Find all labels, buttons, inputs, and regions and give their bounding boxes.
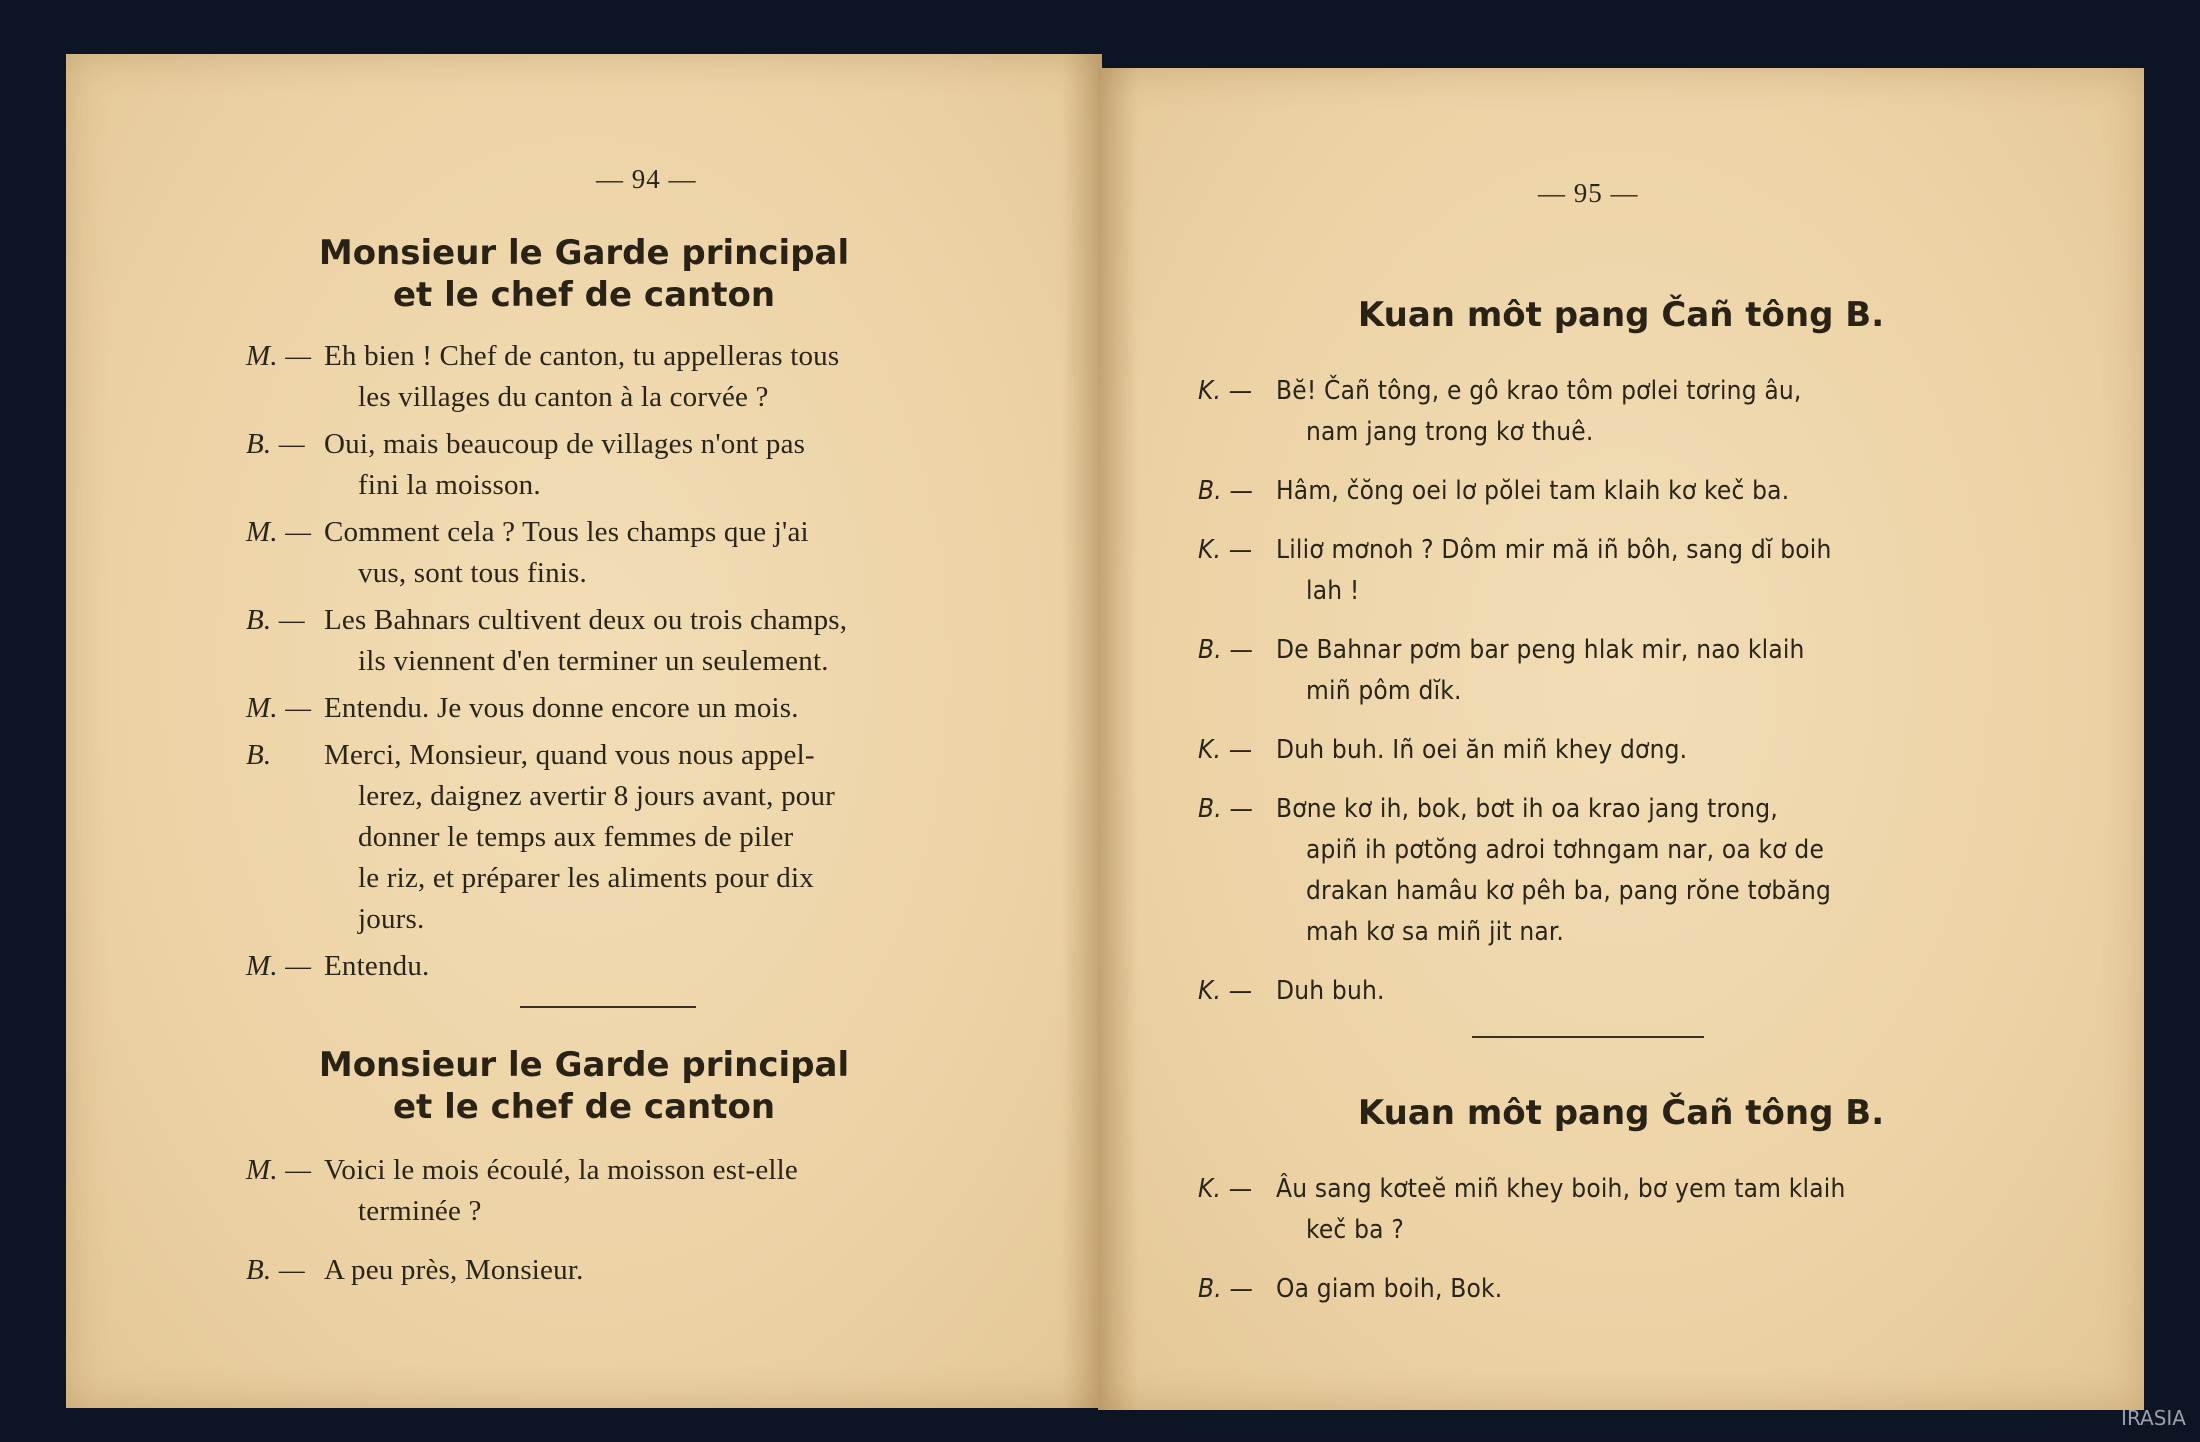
dialog-line bbox=[1198, 1268, 1502, 1310]
dialog-line bbox=[1306, 1209, 1404, 1251]
dialog-text: Bơne kơ ih, bok, bơt ih oa krao jang trong, bbox=[1276, 794, 1778, 824]
speaker-label: B. bbox=[246, 739, 272, 771]
dialog-text: Duh buh. bbox=[1276, 976, 1385, 1006]
page-number-95: — 95 — bbox=[1538, 178, 1639, 208]
right-section1-title: Kuan môt pang Čañ tông B. bbox=[1357, 295, 1885, 335]
dialog-line bbox=[246, 1150, 798, 1191]
dialog-line bbox=[246, 600, 847, 641]
dialog-text: Hâm, čŏng oei lơ pŏlei tam klaih kơ keč ba. bbox=[1276, 476, 1790, 506]
dialog-line bbox=[1198, 788, 1778, 830]
dialog-text: terminée ? bbox=[358, 1195, 482, 1227]
speaker-label: K. — bbox=[1198, 1174, 1253, 1204]
dialog-text: vus, sont tous finis. bbox=[358, 557, 587, 589]
dialog-text: apiñ ih pơtŏng adroi tơhngam nar, oa kơ de bbox=[1306, 835, 1825, 865]
dialog-line bbox=[1306, 870, 1831, 912]
dialog-text: Comment cela ? Tous les champs que j'ai bbox=[324, 516, 809, 548]
dialog-text: De Bahnar pơm bar peng hlak mir, nao klaih bbox=[1276, 635, 1805, 665]
dialog-line bbox=[1198, 370, 1802, 412]
right-section2-title: Kuan môt pang Čañ tông B. bbox=[1357, 1093, 1885, 1133]
dialog-text: lah ! bbox=[1306, 576, 1360, 606]
speaker-label: B. — bbox=[246, 1254, 305, 1286]
dialog-line bbox=[1306, 670, 1462, 712]
right-divider bbox=[1472, 1036, 1704, 1038]
page-number-94: — 94 — bbox=[596, 164, 697, 194]
dialog-text: le riz, et préparer les aliments pour dix bbox=[358, 862, 814, 894]
dialog-line bbox=[358, 553, 587, 594]
dialog-line bbox=[358, 817, 793, 858]
speaker-label: M. — bbox=[246, 516, 312, 548]
dialog-line bbox=[358, 377, 769, 418]
dialog-text: mah kơ sa miñ jit nar. bbox=[1306, 917, 1564, 947]
watermark-irasia: IRASIA bbox=[2121, 1406, 2186, 1430]
dialog-text: Âu sang kơteĕ miñ khey boih, bơ yem tam klaih bbox=[1276, 1174, 1846, 1204]
left-section2-title bbox=[66, 1044, 1102, 1128]
speaker-label: B. — bbox=[1198, 635, 1254, 665]
speaker-label: K. — bbox=[1198, 376, 1253, 406]
dialog-line bbox=[358, 465, 541, 506]
left-divider bbox=[520, 1006, 696, 1008]
speaker-label: M. — bbox=[246, 1154, 312, 1186]
left-section2-title-line2: et le chef de canton bbox=[392, 1087, 776, 1127]
right-page bbox=[1098, 68, 2144, 1410]
speaker-label: B. — bbox=[246, 428, 305, 460]
speaker-label: B. — bbox=[246, 604, 305, 636]
dialog-line bbox=[1198, 1168, 1846, 1210]
dialog-text: nam jang trong kơ thuê. bbox=[1306, 417, 1594, 447]
dialog-text: Bĕ! Čañ tông, e gô krao tôm pơlei tơring âu, bbox=[1276, 376, 1802, 406]
dialog-line bbox=[246, 688, 799, 729]
dialog-text: lerez, daignez avertir 8 jours avant, pour bbox=[358, 780, 836, 812]
dialog-text: ils viennent d'en terminer un seulement. bbox=[358, 645, 829, 677]
dialog-line bbox=[1198, 729, 1687, 771]
dialog-text: donner le temps aux femmes de piler bbox=[358, 821, 794, 853]
dialog-text: Liliơ mơnoh ? Dôm mir mă iñ bôh, sang dĭ boih bbox=[1276, 535, 1832, 565]
dialog-line bbox=[246, 946, 430, 987]
dialog-line bbox=[358, 641, 829, 682]
dialog-text: Oa giam boih, Bok. bbox=[1276, 1274, 1503, 1304]
dialog-line bbox=[1306, 829, 1824, 871]
dialog-text: Duh buh. Iñ oei ăn miñ khey dơng. bbox=[1276, 735, 1688, 765]
dialog-line bbox=[246, 336, 839, 377]
dialog-text: Eh bien ! Chef de canton, tu appelleras tous bbox=[324, 340, 840, 372]
left-section2-title-line1: Monsieur le Garde principal bbox=[318, 1045, 850, 1085]
dialog-text: fini la moisson. bbox=[358, 469, 541, 501]
dialog-text: Merci, Monsieur, quand vous nous appel- bbox=[324, 739, 815, 771]
dialog-text: Entendu. bbox=[324, 950, 430, 982]
dialog-line bbox=[246, 424, 805, 465]
dialog-line bbox=[246, 1250, 584, 1291]
dialog-text: A peu près, Monsieur. bbox=[324, 1254, 584, 1286]
dialog-line bbox=[1306, 911, 1564, 953]
dialog-line bbox=[1306, 411, 1593, 453]
speaker-label: B. — bbox=[1198, 794, 1254, 824]
dialog-text: keč ba ? bbox=[1306, 1215, 1404, 1245]
dialog-text: jours. bbox=[358, 903, 425, 935]
speaker-label: K. — bbox=[1198, 976, 1253, 1006]
dialog-line bbox=[1306, 570, 1359, 612]
dialog-text: les villages du canton à la corvée ? bbox=[358, 381, 769, 413]
speaker-label: M. — bbox=[246, 692, 312, 724]
speaker-label: B. — bbox=[1198, 1274, 1254, 1304]
speaker-label: K. — bbox=[1198, 735, 1253, 765]
dialog-line bbox=[246, 512, 809, 553]
dialog-line bbox=[1198, 970, 1385, 1012]
dialog-line bbox=[358, 899, 424, 940]
dialog-line bbox=[358, 858, 814, 899]
dialog-text: drakan hamâu kơ pêh ba, pang rŏne tơbăng bbox=[1306, 876, 1832, 906]
speaker-label: K. — bbox=[1198, 535, 1253, 565]
speaker-label: M. — bbox=[246, 950, 312, 982]
dialog-text: Les Bahnars cultivent deux ou trois champs, bbox=[324, 604, 848, 636]
left-section1-title bbox=[66, 232, 1102, 316]
left-section1-title-line1: Monsieur le Garde principal bbox=[318, 233, 850, 273]
dialog-text: Oui, mais beaucoup de villages n'ont pas bbox=[324, 428, 806, 460]
dialog-text: Entendu. Je vous donne encore un mois. bbox=[324, 692, 799, 724]
speaker-label: M. — bbox=[246, 340, 312, 372]
dialog-text: miñ pôm dĭk. bbox=[1306, 676, 1462, 706]
dialog-text: Voici le mois écoulé, la moisson est-elle bbox=[324, 1154, 798, 1186]
left-page bbox=[66, 54, 1102, 1408]
dialog-line bbox=[1198, 629, 1805, 671]
dialog-line bbox=[1198, 470, 1789, 512]
dialog-line bbox=[358, 1191, 482, 1232]
speaker-label: B. — bbox=[1198, 476, 1254, 506]
dialog-line bbox=[246, 735, 815, 776]
dialog-line bbox=[358, 776, 835, 817]
left-section1-title-line2: et le chef de canton bbox=[392, 275, 776, 315]
dialog-line bbox=[1198, 529, 1832, 571]
